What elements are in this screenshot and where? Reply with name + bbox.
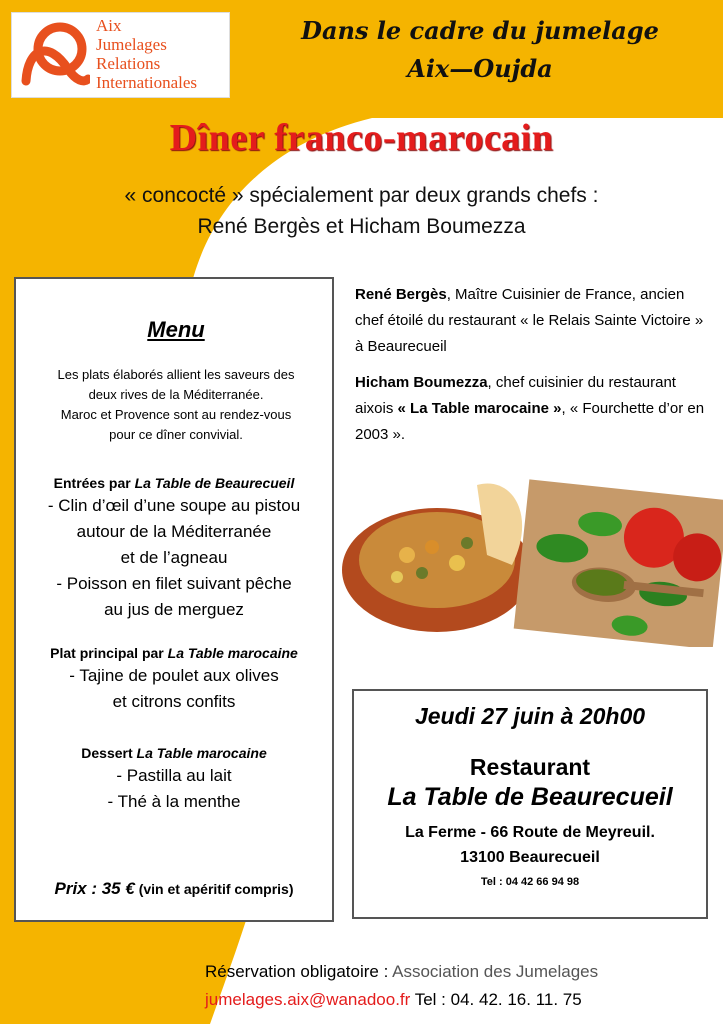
logo-line: Relations: [96, 54, 161, 73]
reservation-separator: :: [378, 962, 393, 981]
menu-intro: [30, 365, 322, 445]
logo-emblem-icon: [18, 19, 90, 91]
restaurant-tel: Tel : 04 42 66 94 98: [480, 876, 580, 888]
dish-line: et citrons confits: [112, 692, 236, 711]
chef2-paragraph: [355, 370, 715, 448]
dessert-section: [16, 743, 332, 815]
basil-tomato-image: [514, 479, 723, 647]
address-line-1: La Ferme - 66 Route de Meyreuil.: [405, 824, 655, 841]
chefs-description: [355, 282, 715, 458]
reservation-line: [205, 958, 715, 986]
footer-tel: Tel : 04. 42. 16. 11. 75: [410, 990, 582, 1009]
plat-heading: [16, 643, 332, 663]
plat-section: [16, 643, 332, 715]
dish-line: au jus de merguez: [104, 600, 244, 619]
menu-box: [14, 277, 334, 922]
page-title: Dîner franco-marocain: [169, 117, 554, 159]
chef2-restaurant: « La Table marocaine »: [397, 400, 562, 417]
entrees-heading: [16, 473, 332, 493]
logo-line: Aix: [96, 16, 122, 35]
dessert-by: La Table marocaine: [136, 745, 267, 761]
dish-line: - Thé à la menthe: [107, 792, 241, 811]
dish-line: - Pastilla au lait: [116, 766, 232, 785]
chef1-name: René Bergès: [355, 286, 447, 303]
chef2-name: Hicham Boumezza: [355, 374, 488, 391]
food-photo: [337, 455, 723, 647]
reservation-label: Réservation obligatoire: [205, 962, 379, 981]
logo-line: Internationales: [96, 73, 198, 92]
contact-line: [205, 986, 715, 1014]
dish-line: - Poisson en filet suivant pêche: [56, 574, 292, 593]
event-date: Jeudi 27 juin à 20h00: [414, 703, 646, 729]
chef1-paragraph: [355, 282, 715, 360]
chef2-desc: , chef cuisinier du restaurant aixois: [355, 374, 676, 417]
logo-text: [96, 16, 197, 92]
intro-line: pour ce dîner convivial.: [109, 427, 243, 442]
header-line-2: Aix—Oujda: [407, 54, 553, 83]
intro-line: Les plats élaborés allient les saveurs des: [57, 367, 295, 382]
association-name: Association des Jumelages: [392, 962, 599, 981]
price: [16, 879, 332, 899]
intro-line: deux rives de la Méditerranée.: [88, 387, 264, 402]
dish-line: et de l’agneau: [120, 548, 228, 567]
event-box: [352, 689, 708, 919]
chef1-desc: , Maître Cuisinier de France, ancien chef étoilé du restaurant « le Relais Sainte Victoire » à Beaurecueil: [355, 286, 704, 355]
logo-line: Jumelages: [96, 35, 167, 54]
restaurant-name: La Table de Beaurecueil: [387, 783, 673, 811]
header-line-1: Dans le cadre du jumelage: [301, 16, 659, 45]
price-note: (vin et apéritif compris): [134, 881, 294, 897]
restaurant-address: [354, 820, 706, 870]
chef2-desc-end: , « Fourchette d’or en 2003 ».: [355, 400, 705, 443]
restaurant-label: Restaurant: [469, 754, 591, 780]
twinning-header: [240, 12, 720, 88]
plat-by: La Table marocaine: [167, 645, 298, 661]
intro-line: Maroc et Provence sont au rendez-vous: [60, 407, 292, 422]
plat-prefix: Plat principal par: [50, 645, 164, 661]
menu-title: Menu: [147, 317, 205, 342]
dish-line: - Clin d’œil d’une soupe au pistou: [47, 496, 301, 515]
subtitle: [0, 180, 723, 242]
dessert-prefix: Dessert: [81, 745, 133, 761]
entrees-section: [16, 473, 332, 623]
entrees-by: La Table de Beaurecueil: [134, 475, 295, 491]
address-line-2: 13100 Beaurecueil: [460, 849, 600, 866]
entrees-prefix: Entrées par: [53, 475, 131, 491]
dish-line: - Tajine de poulet aux olives: [69, 666, 279, 685]
subtitle-line-1: « concocté » spécialement par deux grands chefs :: [124, 184, 599, 207]
association-logo: [11, 12, 230, 98]
email-link[interactable]: jumelages.aix@wanadoo.fr: [205, 990, 411, 1009]
subtitle-line-2: René Bergès et Hicham Boumezza: [197, 215, 526, 238]
reservation-footer: [205, 958, 715, 1014]
dish-line: autour de la Méditerranée: [76, 522, 272, 541]
dessert-heading: [16, 743, 332, 763]
price-amount: Prix : 35 €: [54, 879, 135, 898]
